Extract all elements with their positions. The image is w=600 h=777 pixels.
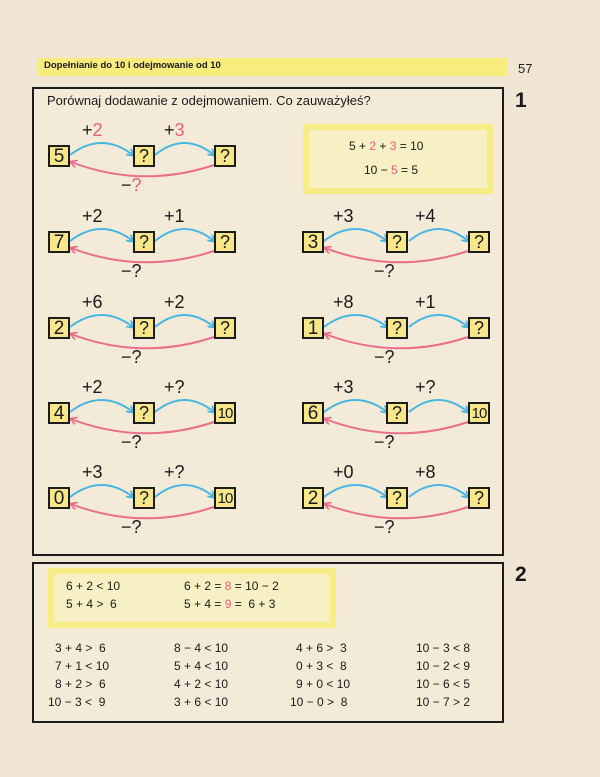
task-col1-row2: 7 + 1 < 10 bbox=[55, 659, 110, 673]
chain-1-end-box: ? bbox=[214, 145, 236, 167]
chain-7-middle-box: ? bbox=[386, 402, 408, 424]
chain-4-start-box: 2 bbox=[48, 317, 70, 339]
chain-3-end-box: ? bbox=[468, 231, 490, 253]
example-equation-subtraction: 10 − 5 = 5 bbox=[364, 163, 419, 177]
chain-7-first-addend: +3 bbox=[333, 377, 354, 397]
task-col2-row1: 8 − 4 < 10 bbox=[174, 641, 229, 655]
chain-2-second-addend: +1 bbox=[164, 206, 185, 226]
chain-4-subtrahend: −? bbox=[121, 347, 142, 367]
chain-9-subtrahend: −? bbox=[374, 517, 395, 537]
chain-8-subtrahend: −? bbox=[121, 517, 142, 537]
task-col3-row2: 0 + 3 < 8 bbox=[296, 659, 347, 673]
exercise-1-number: 1 bbox=[515, 89, 527, 112]
chain-3-subtrahend: −? bbox=[374, 261, 395, 281]
example-inequality-1: 6 + 2 < 10 bbox=[66, 579, 121, 593]
task-col4-row4: 10 − 7 > 2 bbox=[416, 695, 471, 709]
chain-5-second-addend: +1 bbox=[415, 292, 436, 312]
chain-4-end-box: ? bbox=[214, 317, 236, 339]
chain-3-second-addend: +4 bbox=[415, 206, 436, 226]
chain-1-start-box: 5 bbox=[48, 145, 70, 167]
chain-7-start-box: 6 bbox=[302, 402, 324, 424]
example-panel bbox=[303, 124, 493, 194]
chain-2-middle-box: ? bbox=[133, 231, 155, 253]
task-col4-row3: 10 − 6 < 5 bbox=[416, 677, 471, 691]
task-col2-row2: 5 + 4 < 10 bbox=[174, 659, 229, 673]
chain-6-middle-box: ? bbox=[133, 402, 155, 424]
chain-2-start-box: 7 bbox=[48, 231, 70, 253]
chain-6-end-box: 10 bbox=[214, 402, 236, 424]
example-equality-1: 6 + 2 = 8 = 10 − 2 bbox=[184, 579, 279, 593]
chain-4-middle-box: ? bbox=[133, 317, 155, 339]
chain-3-first-addend: +3 bbox=[333, 206, 354, 226]
chain-9-first-addend: +0 bbox=[333, 462, 354, 482]
exercise-2-number: 2 bbox=[515, 563, 527, 586]
chain-9-start-box: 2 bbox=[302, 487, 324, 509]
chain-1-subtrahend: −? bbox=[121, 175, 142, 195]
chain-4-second-addend: +2 bbox=[164, 292, 185, 312]
task-col3-row4: 10 − 0 > 8 bbox=[290, 695, 348, 709]
chain-5-start-box: 1 bbox=[302, 317, 324, 339]
task-col1-row1: 3 + 4 > 6 bbox=[55, 641, 106, 655]
chain-5-middle-box: ? bbox=[386, 317, 408, 339]
exercise-1-instruction: Porównaj dodawanie z odejmowaniem. Co zauważyłeś? bbox=[47, 93, 371, 108]
chain-7-end-box: 10 bbox=[468, 402, 490, 424]
task-col3-row1: 4 + 6 > 3 bbox=[296, 641, 347, 655]
chain-7-second-addend: +? bbox=[415, 377, 436, 397]
task-col4-row1: 10 − 3 < 8 bbox=[416, 641, 471, 655]
example-equation-addition: 5 + 2 + 3 = 10 bbox=[349, 139, 424, 153]
chain-9-end-box: ? bbox=[468, 487, 490, 509]
example-inequality-2: 5 + 4 > 6 bbox=[66, 597, 117, 611]
chain-5-subtrahend: −? bbox=[374, 347, 395, 367]
chain-5-end-box: ? bbox=[468, 317, 490, 339]
chain-6-first-addend: +2 bbox=[82, 377, 103, 397]
chapter-title: Dopełnianie do 10 i odejmowanie od 10 bbox=[44, 60, 221, 71]
chain-8-start-box: 0 bbox=[48, 487, 70, 509]
chain-9-middle-box: ? bbox=[386, 487, 408, 509]
task-col1-row3: 8 + 2 > 6 bbox=[55, 677, 106, 691]
chain-3-middle-box: ? bbox=[386, 231, 408, 253]
task-col3-row3: 9 + 0 < 10 bbox=[296, 677, 351, 691]
chain-9-second-addend: +8 bbox=[415, 462, 436, 482]
chain-3-start-box: 3 bbox=[302, 231, 324, 253]
chain-8-end-box: 10 bbox=[214, 487, 236, 509]
page-number: 57 bbox=[518, 61, 533, 76]
chain-2-subtrahend: −? bbox=[121, 261, 142, 281]
task-col1-row4: 10 − 3 < 9 bbox=[48, 695, 106, 709]
chain-8-middle-box: ? bbox=[133, 487, 155, 509]
chain-1-second-addend: +3 bbox=[164, 120, 185, 140]
chain-4-first-addend: +6 bbox=[82, 292, 103, 312]
chain-2-first-addend: +2 bbox=[82, 206, 103, 226]
task-col4-row2: 10 − 2 < 9 bbox=[416, 659, 471, 673]
chain-1-middle-box: ? bbox=[133, 145, 155, 167]
task-col2-row4: 3 + 6 < 10 bbox=[174, 695, 229, 709]
task-col2-row3: 4 + 2 < 10 bbox=[174, 677, 229, 691]
chain-5-first-addend: +8 bbox=[333, 292, 354, 312]
chain-6-second-addend: +? bbox=[164, 377, 185, 397]
chain-6-start-box: 4 bbox=[48, 402, 70, 424]
example-equality-2: 5 + 4 = 9 = 6 + 3 bbox=[184, 597, 276, 611]
chain-6-subtrahend: −? bbox=[121, 432, 142, 452]
chain-8-second-addend: +? bbox=[164, 462, 185, 482]
chain-2-end-box: ? bbox=[214, 231, 236, 253]
chain-8-first-addend: +3 bbox=[82, 462, 103, 482]
chain-1-first-addend: +2 bbox=[82, 120, 103, 140]
chain-7-subtrahend: −? bbox=[374, 432, 395, 452]
